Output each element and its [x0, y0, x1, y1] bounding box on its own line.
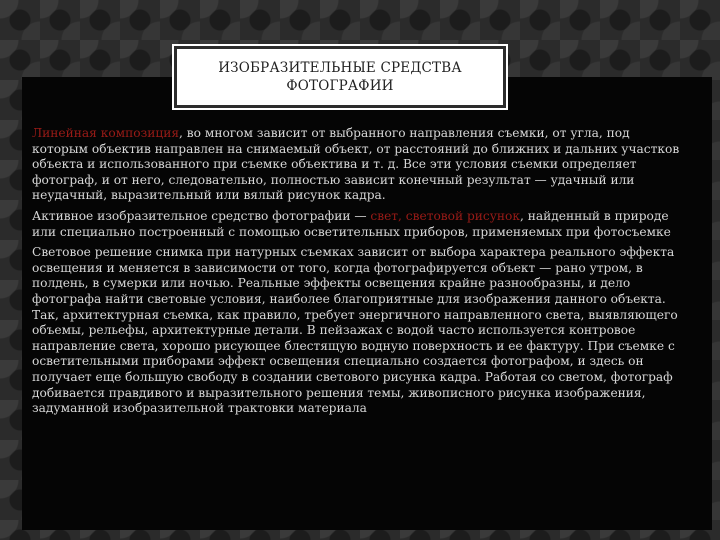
paragraph-2-text-before: Активное изобразительное средство фотографии — — [32, 208, 371, 223]
title-box — [174, 46, 506, 108]
slide-body — [32, 126, 684, 422]
title-line-2: ФОТОГРАФИИ — [286, 78, 394, 94]
paragraph-light — [32, 209, 684, 240]
accent-term-linear-composition: Линейная композиция — [32, 126, 180, 140]
title-line-1: ИЗОБРАЗИТЕЛЬНЫЕ СРЕДСТВА — [218, 60, 462, 76]
accent-term-light: свет, световой рисунок — [370, 208, 520, 223]
paragraph-linear-composition — [32, 126, 684, 204]
slide-title — [218, 59, 462, 95]
paragraph-3-text: Световое решение снимка при натурных съемках зависит от выбора характера реального эффекта освещения и меняется в зависимости от того, когда фотографируется объект — рано утром, в полдень, в сумерки или ночью. Реальные эффекты освещения крайне разнообразны, и дело фотографа найти световые условия, наиболее благоприятные для изображения данного объекта. Так, архитектурная съемка, как правило, требует энергичного направленного света, выявляющего объемы, рельефы, архитектурные детали. В пейзажах с водой часто используется контровое направление света, хорошо рисующее блестящую водную поверхность и ее фактуру. При съемке с осветительными приборами эффект освещения специально создается фотографом, и здесь он получает еще большую свободу в создании светового рисунка кадра. Работая со светом, фотограф добивается правдивого и выразительного решения темы, живописного рисунка изображения, задуманной изобразительной трактовки материала — [32, 245, 678, 416]
paragraph-1-text: , во многом зависит от выбранного направления съемки, от угла, под которым объектив направлен на снимаемый объект, от расстояний до ближних и дальних участков объекта и использованного при съемке объектива и т. д. Все эти условия съемки определяет фотограф, и от него, следовательно, полностью зависит конечный результат — удачный или неудачный, выразительный или вялый рисунок кадра. — [32, 126, 680, 203]
paragraph-lighting-solution — [32, 245, 684, 417]
paragraph-2-text-after: , найденный в природе или специально построенный с помощью осветительных приборов, применяемых при фотосъемке — [32, 208, 671, 239]
